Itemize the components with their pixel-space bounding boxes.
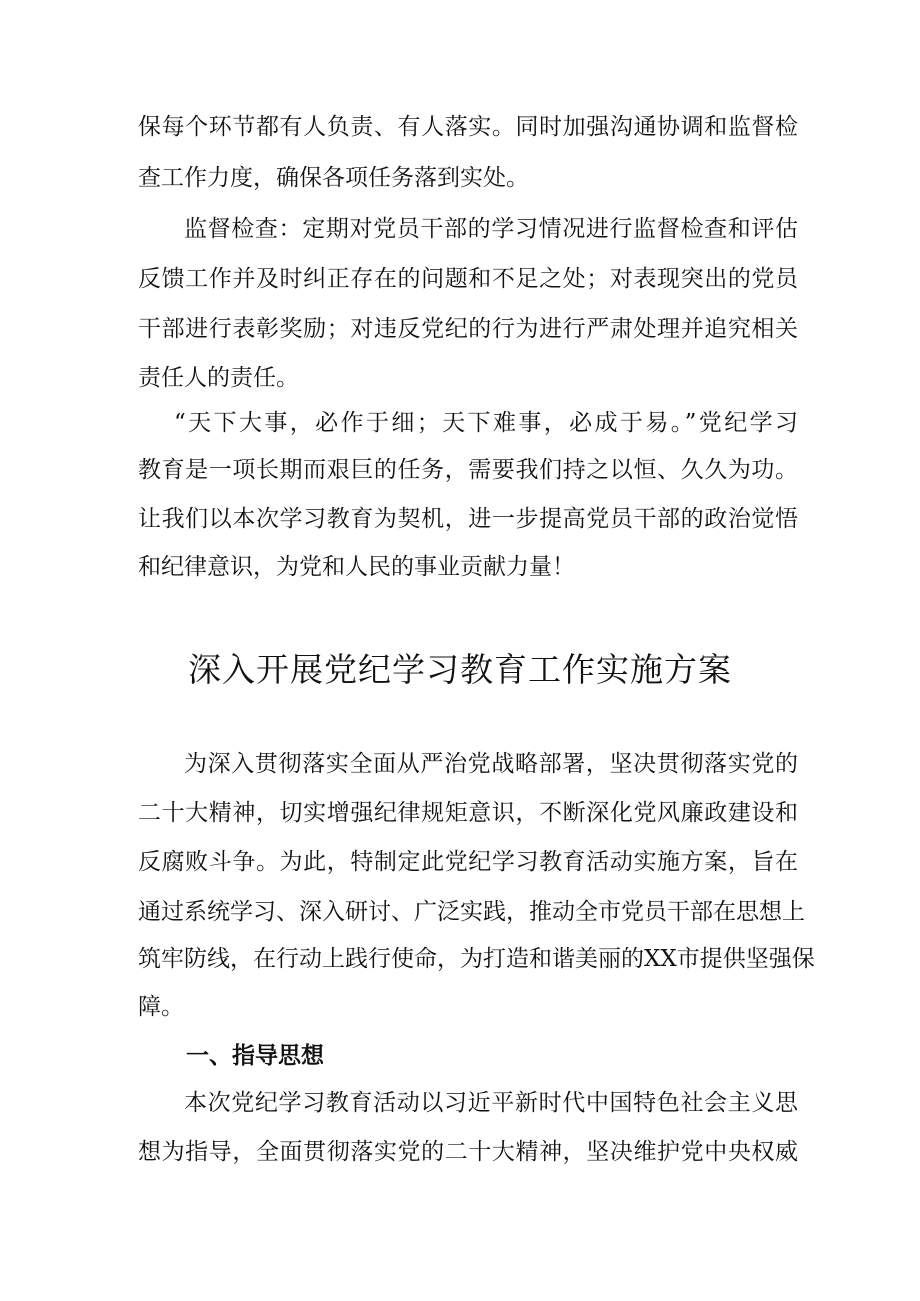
- paragraph-line: 责任人的责任。: [138, 365, 299, 391]
- paragraph-line: 教育是一项长期而艰巨的任务，需要我们持之以恒、久久为功。: [138, 457, 798, 483]
- paragraph-line: “天下大事，必作于细；天下难事，必成于易。”党纪学习: [174, 410, 798, 436]
- paragraph-line: 筑牢防线，在行动上践行使命，为打造和谐美丽的XX市提供坚强保: [138, 946, 815, 972]
- paragraph-line: 反馈工作并及时纠正存在的问题和不足之处；对表现突出的党员: [138, 266, 798, 292]
- paragraph-line: 保每个环节都有人负责、有人落实。同时加强沟通协调和监督检: [138, 114, 798, 140]
- paragraph-line: 障。: [138, 994, 184, 1020]
- paragraph-line: 为深入贯彻落实全面从严治党战略部署，坚决贯彻落实党的: [184, 751, 798, 777]
- paragraph-line: 本次党纪学习教育活动以习近平新时代中国特色社会主义思: [184, 1090, 798, 1116]
- paragraph-line: 二十大精神，切实增强纪律规矩意识，不断深化党风廉政建设和: [138, 800, 798, 826]
- paragraph-line: 监督检查：定期对党员干部的学习情况进行监督检查和评估: [184, 216, 798, 242]
- section-heading: 一、指导思想: [186, 1043, 324, 1069]
- paragraph-line: 反腐败斗争。为此，特制定此党纪学习教育活动实施方案，旨在: [138, 849, 798, 875]
- paragraph-line: 让我们以本次学习教育为契机，进一步提高党员干部的政治觉悟: [138, 506, 798, 532]
- paragraph-line: 干部进行表彰奖励；对违反党纪的行为进行严肃处理并追究相关: [138, 316, 798, 342]
- paragraph-line: 查工作力度，确保各项任务落到实处。: [138, 165, 529, 191]
- document-title: 深入开展党纪学习教育工作实施方案: [188, 650, 732, 689]
- paragraph-line: 通过系统学习、深入研讨、广泛实践，推动全市党员干部在思想上: [138, 899, 805, 925]
- paragraph-line: 想为指导，全面贯彻落实党的二十大精神，坚决维护党中央权威: [138, 1139, 798, 1165]
- paragraph-line: 和纪律意识，为党和人民的事业贡献力量！: [138, 554, 575, 580]
